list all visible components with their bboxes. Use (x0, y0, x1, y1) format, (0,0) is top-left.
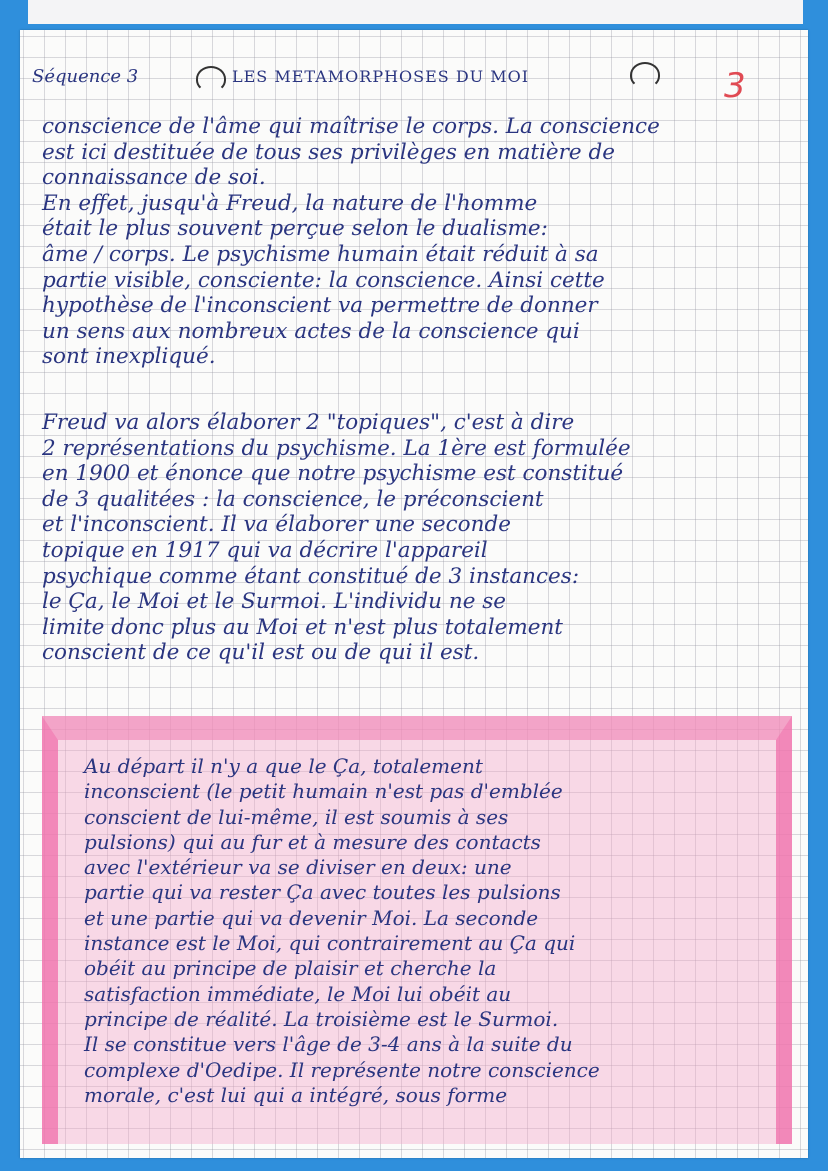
paragraph-conscience: conscience de l'âme qui maîtrise le corps. La conscience est ici destituée de tous ses privilèges en matière de connaissance de soi. En effet, jusqu'à Freud, la nature de l'homme était le plus souvent perçue selon le dualisme: âme / corps. Le psychisme humain était réduit à sa partie visible, consciente: la conscience. Ainsi cette hypothèse de l'inconscient va permettre de donner un sens aux nombreux actes de la conscience qui sont inexpliqué. (42, 114, 660, 370)
highlighted-box (42, 716, 792, 1144)
notebook-page (20, 30, 808, 1158)
page-header (32, 60, 792, 106)
top-paper-strip (28, 0, 803, 24)
page-number: 3 (724, 66, 746, 106)
paragraph-ca-moi-surmoi: Au départ il n'y a que le Ça, totalement inconscient (le petit humain n'est pas d'emblée conscient de lui-même, il est soumis à ses pulsions) qui au fur et à mesure des contacts avec l'extérieur va se diviser en deux: une partie qui va rester Ça avec toutes les pulsions et une partie qui va devenir Moi. La seconde instance est le Moi, qui contrairement au Ça qui obéit au principe de plaisir et cherche la satisfaction immédiate, le Moi lui obéit au principe de réalité. La troisième est le Surmoi. Il se constitue vers l'âge de 3-4 ans à la suite du complexe d'Oedipe. Il représente notre conscience morale, c'est lui qui a intégré, sous forme (84, 754, 600, 1107)
sequence-label: Séquence 3 (32, 66, 139, 87)
hole-punch-icon (630, 62, 660, 88)
paragraph-topiques: Freud va alors élaborer 2 "topiques", c'est à dire 2 représentations du psychisme. La 1ère est formulée en 1900 et énonce que notre psychisme est constitué de 3 qualitées : la conscience, le préconscient et l'inconscient. Il va élaborer une seconde topique en 1917 qui va décrire l'appareil psychique comme étant constitué de 3 instances: le Ça, le Moi et le Surmoi. L'individu ne se limite donc plus au Moi et n'est plus totalement conscient de ce qu'il est ou de qui il est. (42, 410, 631, 666)
hole-punch-icon (196, 66, 226, 92)
page-title: LES METAMORPHOSES DU MOI (232, 67, 530, 86)
